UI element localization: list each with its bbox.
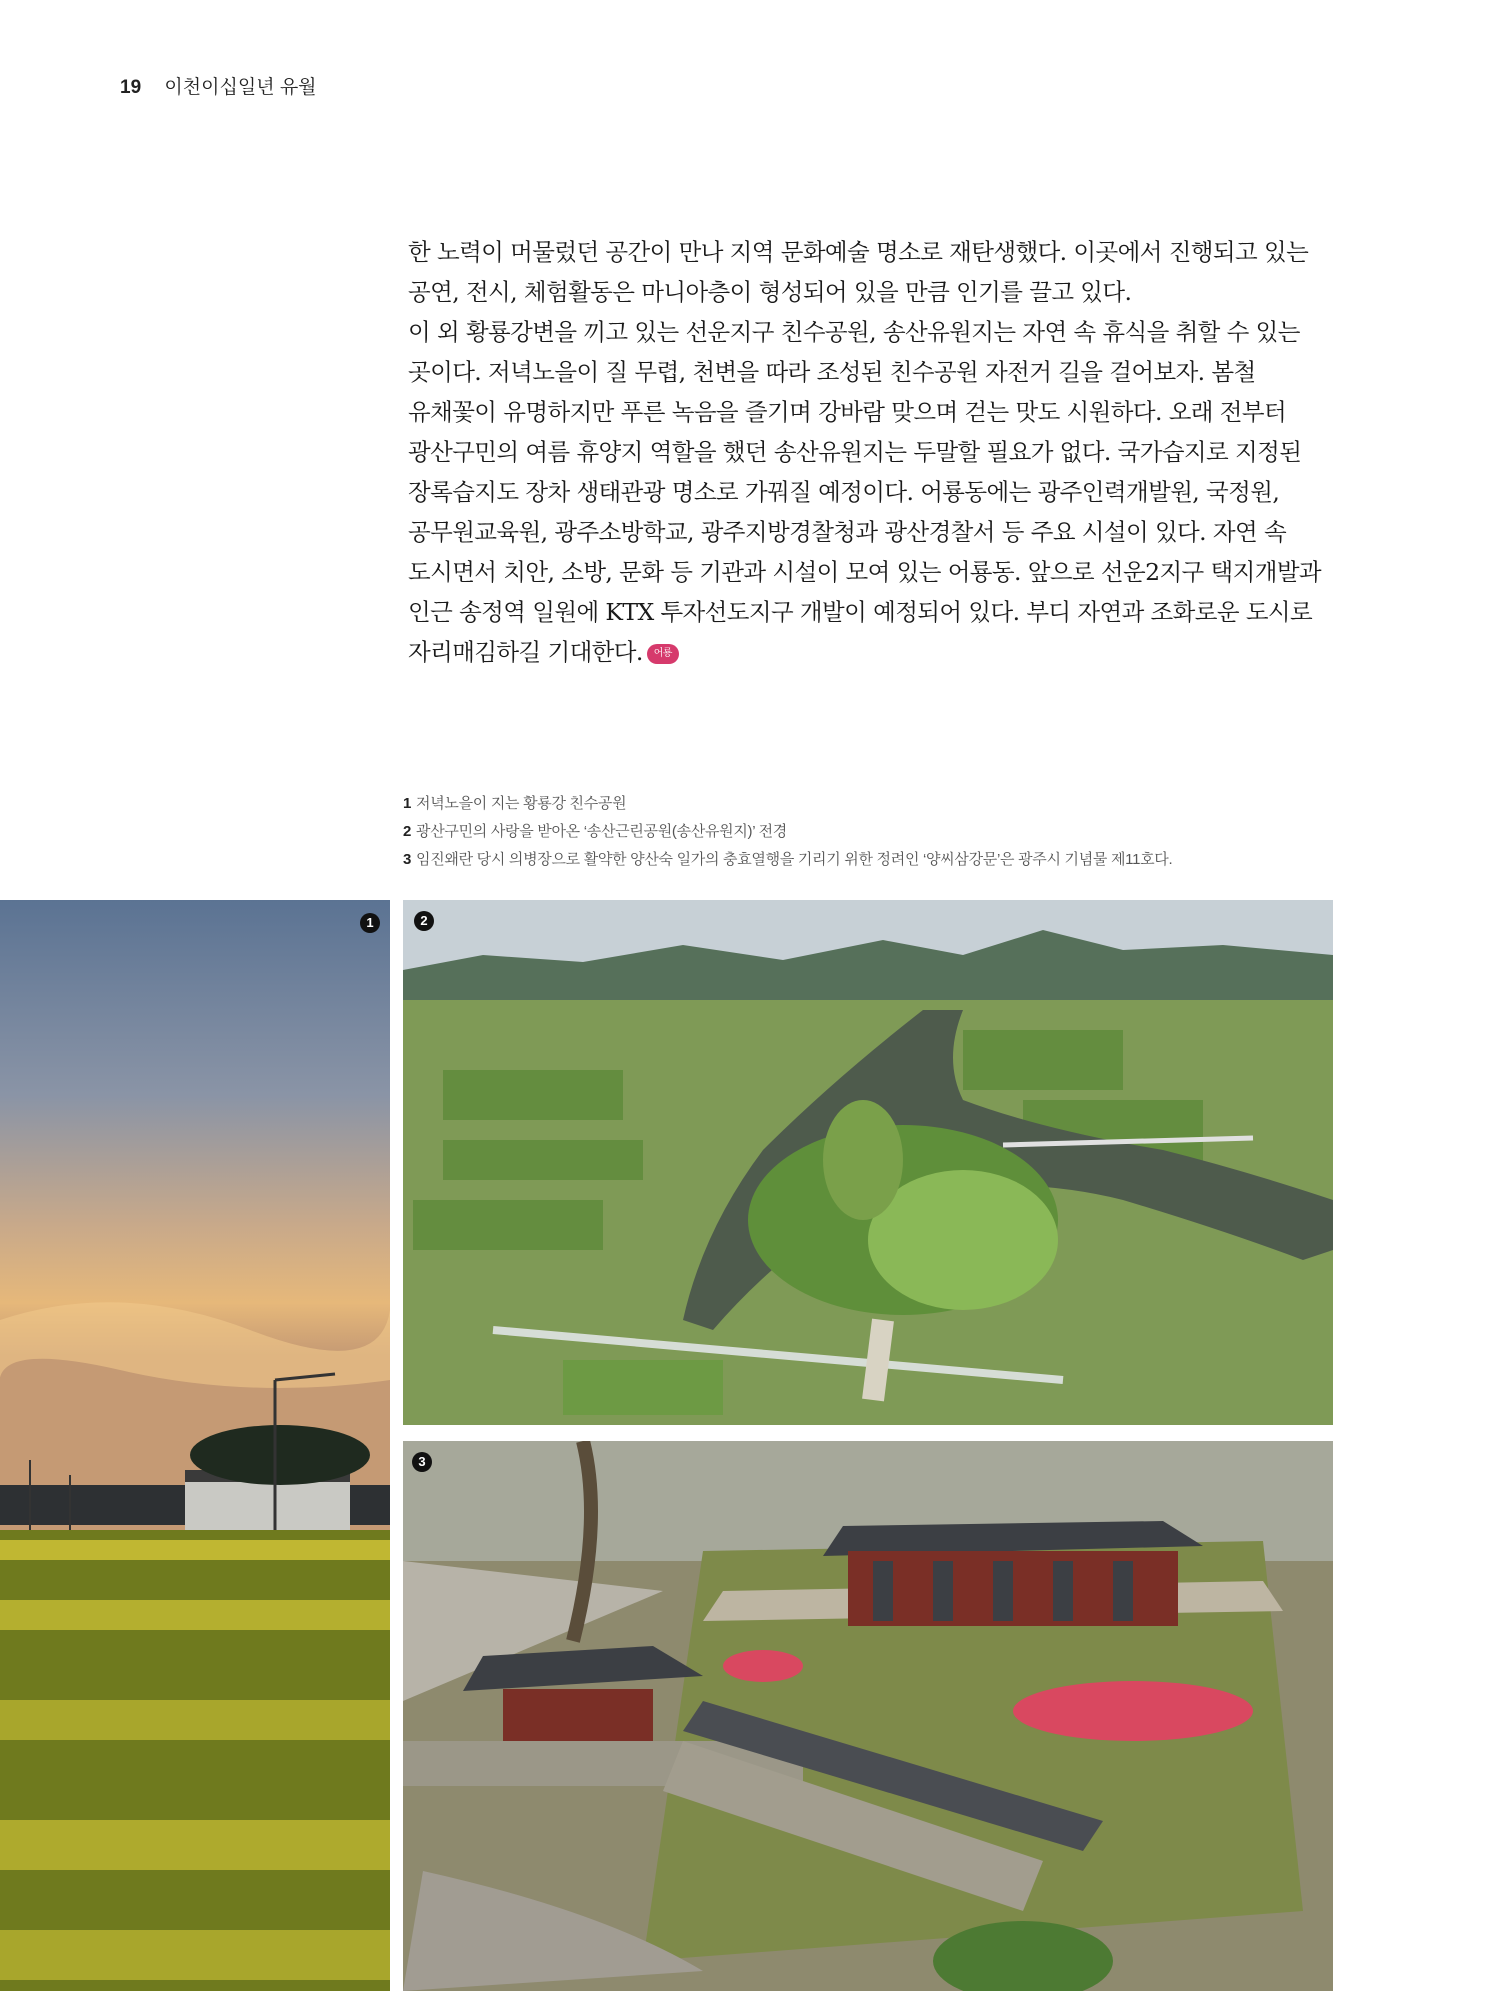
paragraph: 한 노력이 머물렀던 공간이 만나 지역 문화예술 명소로 재탄생했다. 이곳에서 진행되고 있는 공연, 전시, 체험활동은 마니아층이 형성되어 있을 만큼 인기를 끌고 있다. bbox=[408, 238, 1309, 306]
caption-text: 임진왜란 당시 의병장으로 활약한 양산숙 일가의 충효열행을 기리기 위한 정려인 ‘양씨삼강문’은 광주시 기념물 제11호다. bbox=[416, 851, 1173, 868]
sunset-field-image bbox=[0, 900, 390, 1991]
caption-number: 2 bbox=[403, 823, 412, 840]
page-header bbox=[120, 72, 317, 99]
photo-number-badge: 3 bbox=[412, 1452, 432, 1472]
caption-text: 광산구민의 사랑을 받아온 ‘송산근린공원(송산유원지)’ 전경 bbox=[416, 823, 787, 840]
paragraph bbox=[408, 312, 1333, 672]
page-number: 19 bbox=[120, 77, 142, 98]
caption-number: 1 bbox=[403, 795, 412, 812]
issue-title: 이천이십일년 유월 bbox=[164, 77, 317, 98]
photo-captions bbox=[403, 790, 1403, 874]
memorial-gate-image bbox=[403, 1441, 1333, 1991]
end-mark-icon: 어룡 bbox=[647, 644, 679, 664]
photo-number-badge: 2 bbox=[414, 911, 434, 931]
article-body bbox=[408, 232, 1333, 672]
photo-songsan-park-aerial bbox=[403, 900, 1333, 1425]
photo-number-badge: 1 bbox=[360, 913, 380, 933]
photo-yangssi-samgangmun bbox=[403, 1441, 1333, 1991]
caption-item bbox=[403, 846, 1403, 874]
paragraph-text: 이 외 황룡강변을 끼고 있는 선운지구 친수공원, 송산유원지는 자연 속 휴식을 취할 수 있는 곳이다. 저녁노을이 질 무렵, 천변을 따라 조성된 친수공원 자전거 길을 걸어보자. 봄철 유채꽃이 유명하지만 푸른 녹음을 즐기며 강바람 맞으며 걷는 맛도 시원하다. 오래 전부터 광산구민의 여름 휴양지 역할을 했던 송산유원지는 두말할 필요가 없다. 국가습지로 지정된 장록습지도 장차 생태관광 명소로 가꿔질 예정이다. 어룡동에는 광주인력개발원, 국정원, 공무원교육원, 광주소방학교, 광주지방경찰청과 광산경찰서 등 주요 시설이 있다. 자연 속 도시면서 치안, 소방, 문화 등 기관과 시설이 모여 있는 어룡동. 앞으로 선운2지구 택지개발과 인근 송정역 일원에 KTX 투자선도지구 개발이 예정되어 있다. 부디 자연과 조화로운 도시로 자리매김하길 기대한다. bbox=[408, 318, 1322, 666]
photo-sunset-canola-field bbox=[0, 900, 390, 1991]
caption-item bbox=[403, 818, 1403, 846]
caption-text: 저녁노을이 지는 황룡강 친수공원 bbox=[416, 795, 627, 812]
caption-item bbox=[403, 790, 1403, 818]
caption-number: 3 bbox=[403, 851, 412, 868]
river-park-image bbox=[403, 900, 1333, 1425]
